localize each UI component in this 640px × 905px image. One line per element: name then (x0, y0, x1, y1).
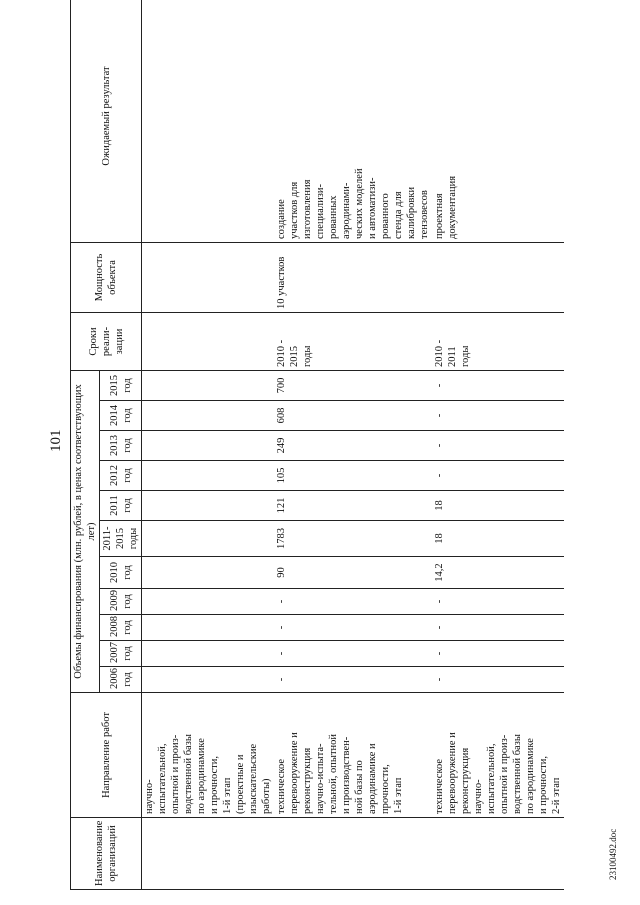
value-cell (142, 521, 275, 557)
value-cell: 249 (274, 431, 432, 461)
value-cell: - (274, 589, 432, 615)
result-cell: проектная документация (432, 0, 564, 243)
value-cell: - (432, 615, 564, 641)
table-row (432, 0, 564, 890)
table-row (274, 0, 432, 890)
value-cell: - (432, 667, 564, 693)
header-year: 2006 год (100, 667, 142, 693)
value-cell: - (432, 641, 564, 667)
value-cell: - (274, 667, 432, 693)
value-cell (142, 641, 275, 667)
header-year: 2009 год (100, 589, 142, 615)
value-cell: 18 (432, 521, 564, 557)
header-year: 2014 год (100, 401, 142, 431)
value-cell: - (432, 401, 564, 431)
value-cell (142, 431, 275, 461)
direction-cell: научно- испытательной, опытной и произ- водственной базы по аэродинамике и прочности, 1-й этап (проектные и изыскательские работы) (142, 693, 275, 818)
header-financing: Объемы финансирования (млн. рублей, в ценах соответствующих лет) (71, 371, 100, 693)
value-cell: 105 (274, 461, 432, 491)
header-year: 2011-2015 годы (100, 521, 142, 557)
capacity-cell (142, 243, 275, 313)
result-cell: создание участков для изготовления специализи- рованных аэродинами- ческих моделей и автоматизи- рованного стенда для калибровки тензовесов (274, 0, 432, 243)
value-cell (142, 461, 275, 491)
value-cell: 1783 (274, 521, 432, 557)
footer-doc-id: 23100492.doc (608, 828, 618, 880)
value-cell: 14,2 (432, 557, 564, 589)
header-year: 2015 год (100, 371, 142, 401)
table-row (142, 0, 275, 890)
org-cell (274, 818, 432, 890)
header-capacity: Мощность объекта (71, 243, 142, 313)
org-cell (432, 818, 564, 890)
rotated-table-container (70, 40, 562, 890)
header-org: Наименование организаций (71, 818, 142, 890)
value-cell: 608 (274, 401, 432, 431)
header-direction: Направление работ (71, 693, 142, 818)
value-cell: - (274, 615, 432, 641)
header-year: 2008 год (100, 615, 142, 641)
terms-cell: 2010 - 2015 годы (274, 313, 432, 371)
org-cell (142, 818, 275, 890)
value-cell: 18 (432, 491, 564, 521)
header-year: 2013 год (100, 431, 142, 461)
direction-cell: техническое перевооружение и реконструкция научно- испытательной, опытной и произ- водственной базы по аэродинамике и прочности, 2-й этап (432, 693, 564, 818)
direction-cell: техническое перевооружение и реконструкция научно-испыта- тельной, опытной и производствен- ной базы по аэродинамике и прочности, 1-й этап (274, 693, 432, 818)
header-year: 2007 год (100, 641, 142, 667)
value-cell: - (432, 371, 564, 401)
value-cell (142, 401, 275, 431)
value-cell: - (274, 641, 432, 667)
header-year: 2012 год (100, 461, 142, 491)
capacity-cell: 10 участков (274, 243, 432, 313)
value-cell (142, 491, 275, 521)
capacity-cell (432, 243, 564, 313)
value-cell (142, 667, 275, 693)
table-body (142, 0, 565, 890)
financing-table (70, 0, 564, 890)
value-cell: 90 (274, 557, 432, 589)
header-year: 2011 год (100, 491, 142, 521)
value-cell (142, 557, 275, 589)
header-year: 2010 год (100, 557, 142, 589)
terms-cell (142, 313, 275, 371)
result-cell (142, 0, 275, 243)
value-cell: - (432, 589, 564, 615)
value-cell: 700 (274, 371, 432, 401)
value-cell: 121 (274, 491, 432, 521)
value-cell (142, 615, 275, 641)
terms-cell: 2010 - 2011 годы (432, 313, 564, 371)
value-cell (142, 371, 275, 401)
value-cell (142, 589, 275, 615)
value-cell: - (432, 431, 564, 461)
header-result: Ожидаемый результат (71, 0, 142, 243)
page-number: 101 (48, 429, 64, 452)
value-cell: - (432, 461, 564, 491)
header-terms: Сроки реали-зации (71, 313, 142, 371)
